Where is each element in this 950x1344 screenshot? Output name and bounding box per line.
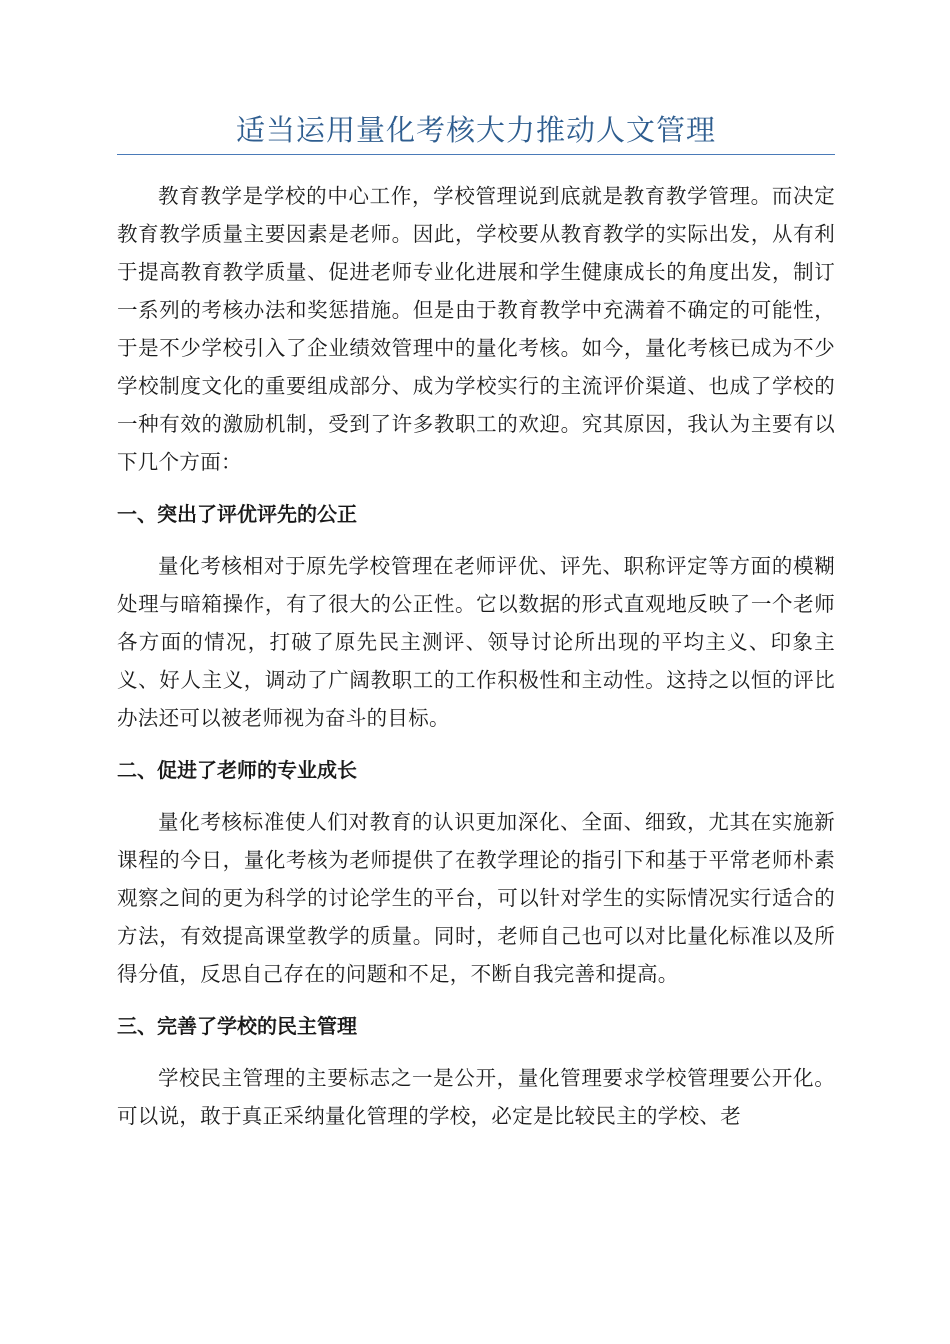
- intro-paragraph: 教育教学是学校的中心工作，学校管理说到底就是教育教学管理。而决定教育教学质量主要因素是老师。因此，学校要从教育教学的实际出发，从有利于提高教育教学质量、促进老师专业化进展和学生健康成长的角度出发，制订一系列的考核办法和奖惩措施。但是由于教育教学中充满着不确定的可能性，于是不少学校引入了企业绩效管理中的量化考核。如今，量化考核已成为不少学校制度文化的重要组成部分、成为学校实行的主流评价渠道、也成了学校的一种有效的激励机制，受到了许多教职工的欢迎。究其原因，我认为主要有以下几个方面：: [117, 184, 835, 474]
- document-page: [117, 108, 835, 1135]
- title-underline: [117, 154, 835, 155]
- section-2-paragraph: 量化考核标准使人们对教育的认识更加深化、全面、细致，尤其在实施新课程的今日，量化考核为老师提供了在教学理论的指引下和基于平常老师朴素观察之间的更为科学的讨论学生的平台，可以针对学生的实际情况实行适合的方法，有效提高课堂教学的质量。同时，老师自己也可以对比量化标准以及所得分值，反思自己存在的问题和不足，不断自我完善和提高。: [117, 810, 835, 986]
- section-heading-3: 三、完善了学校的民主管理: [117, 1014, 357, 1038]
- section-heading-1: 一、突出了评优评先的公正: [117, 502, 357, 526]
- section-3-paragraph: 学校民主管理的主要标志之一是公开，量化管理要求学校管理要公开化。可以说，敢于真正采纳量化管理的学校，必定是比较民主的学校、老: [117, 1066, 835, 1128]
- section-heading-2: 二、促进了老师的专业成长: [117, 758, 357, 782]
- section-1-paragraph: 量化考核相对于原先学校管理在老师评优、评先、职称评定等方面的模糊处理与暗箱操作，有了很大的公正性。它以数据的形式直观地反映了一个老师各方面的情况，打破了原先民主测评、领导讨论所出现的平均主义、印象主义、好人主义，调动了广阔教职工的工作积极性和主动性。这持之以恒的评比办法还可以被老师视为奋斗的目标。: [117, 554, 835, 730]
- document-title: 适当运用量化考核大力推动人文管理: [235, 113, 716, 147]
